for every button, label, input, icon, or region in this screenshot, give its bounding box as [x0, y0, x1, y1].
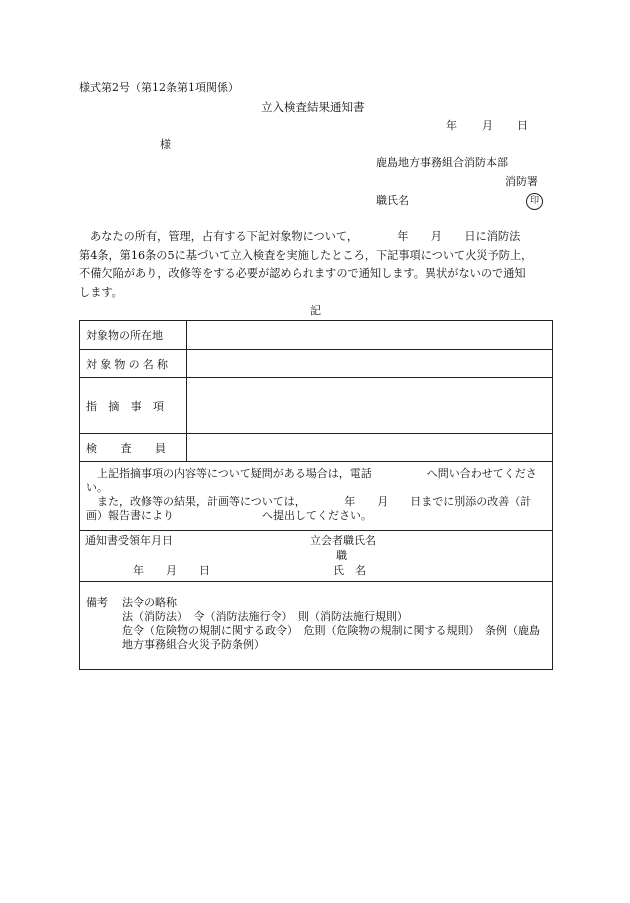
value-findings [187, 378, 553, 434]
label-name: 対 象 物 の 名 称 [80, 350, 187, 378]
issuer-organization: 鹿島地方事務組合消防本部 [376, 156, 508, 169]
receipt-date: 年 月 日 [133, 564, 210, 577]
witness-shimei: 氏 名 [333, 564, 366, 577]
inquiry-line: また，改修等の結果，計画等については， 年 月 日までに別添の改善（計 [86, 495, 532, 508]
witness-label: 立会者職氏名 [310, 534, 376, 547]
receipt-cell [80, 531, 553, 582]
table-row-receipt [80, 531, 553, 582]
label-inspector: 検 査 員 [80, 434, 187, 462]
table-row-name [80, 350, 553, 378]
table-row-location [80, 321, 553, 350]
seal-mark: 印 [526, 193, 543, 210]
value-name [187, 350, 553, 378]
remarks-line: 地方事務組合火災予防条例） [122, 638, 265, 651]
table-row-inspector [80, 434, 553, 462]
inquiry-line: 画）報告書により へ提出してください。 [86, 509, 372, 522]
notice-line: 不備欠陥があり，改修等をする必要が認められますので通知します。異状がないので通知 [79, 267, 526, 280]
table-row-remarks [80, 582, 553, 670]
notice-line: あなたの所有，管理，占有する下記対象物について， 年 月 日に消防法 [90, 230, 521, 243]
document-title: 立入検査結果通知書 [261, 100, 365, 114]
table-row-findings [80, 378, 553, 434]
date-day: 日 [517, 119, 528, 132]
value-inspector [187, 434, 553, 462]
inquiry-line: い。 [86, 481, 108, 494]
label-findings: 指 摘 事 項 [80, 378, 187, 434]
notice-line: 第4条，第16条の5に基づいて立入検査を実施したところ，下記事項について火災予防上， [79, 248, 533, 262]
remarks-label: 備考 [86, 596, 108, 609]
remarks-line: 法（消防法） 令（消防法施行令） 則（消防法施行規則） [122, 610, 408, 623]
date-month: 月 [482, 119, 493, 132]
label-location: 対象物の所在地 [80, 321, 187, 350]
ki-heading: 記 [310, 304, 321, 317]
addressee-suffix: 様 [160, 138, 171, 151]
table-row-inquiry [80, 462, 553, 531]
remarks-line: 危令（危険物の規制に関する政令） 危則（危険物の規制に関する規則） 条例（鹿島 [122, 624, 540, 637]
notice-paragraph [79, 228, 553, 302]
notice-line: します。 [79, 285, 123, 299]
value-location [187, 321, 553, 350]
remarks-cell [80, 582, 553, 670]
inspection-table [79, 320, 553, 670]
issuer-station: 消防署 [505, 175, 538, 188]
issuer-official-label: 職氏名 [376, 194, 409, 207]
date-year: 年 [446, 119, 457, 132]
inquiry-line: 上記指摘事項の内容等について疑問がある場合は，電話 へ問い合わせてくださ [86, 467, 537, 480]
form-number: 様式第2号（第12条第1項関係） [79, 81, 239, 94]
remarks-title: 法令の略称 [122, 596, 177, 609]
witness-shoku: 職 [336, 549, 347, 562]
receipt-label: 通知書受領年月日 [85, 534, 173, 547]
inquiry-notice [80, 462, 553, 531]
